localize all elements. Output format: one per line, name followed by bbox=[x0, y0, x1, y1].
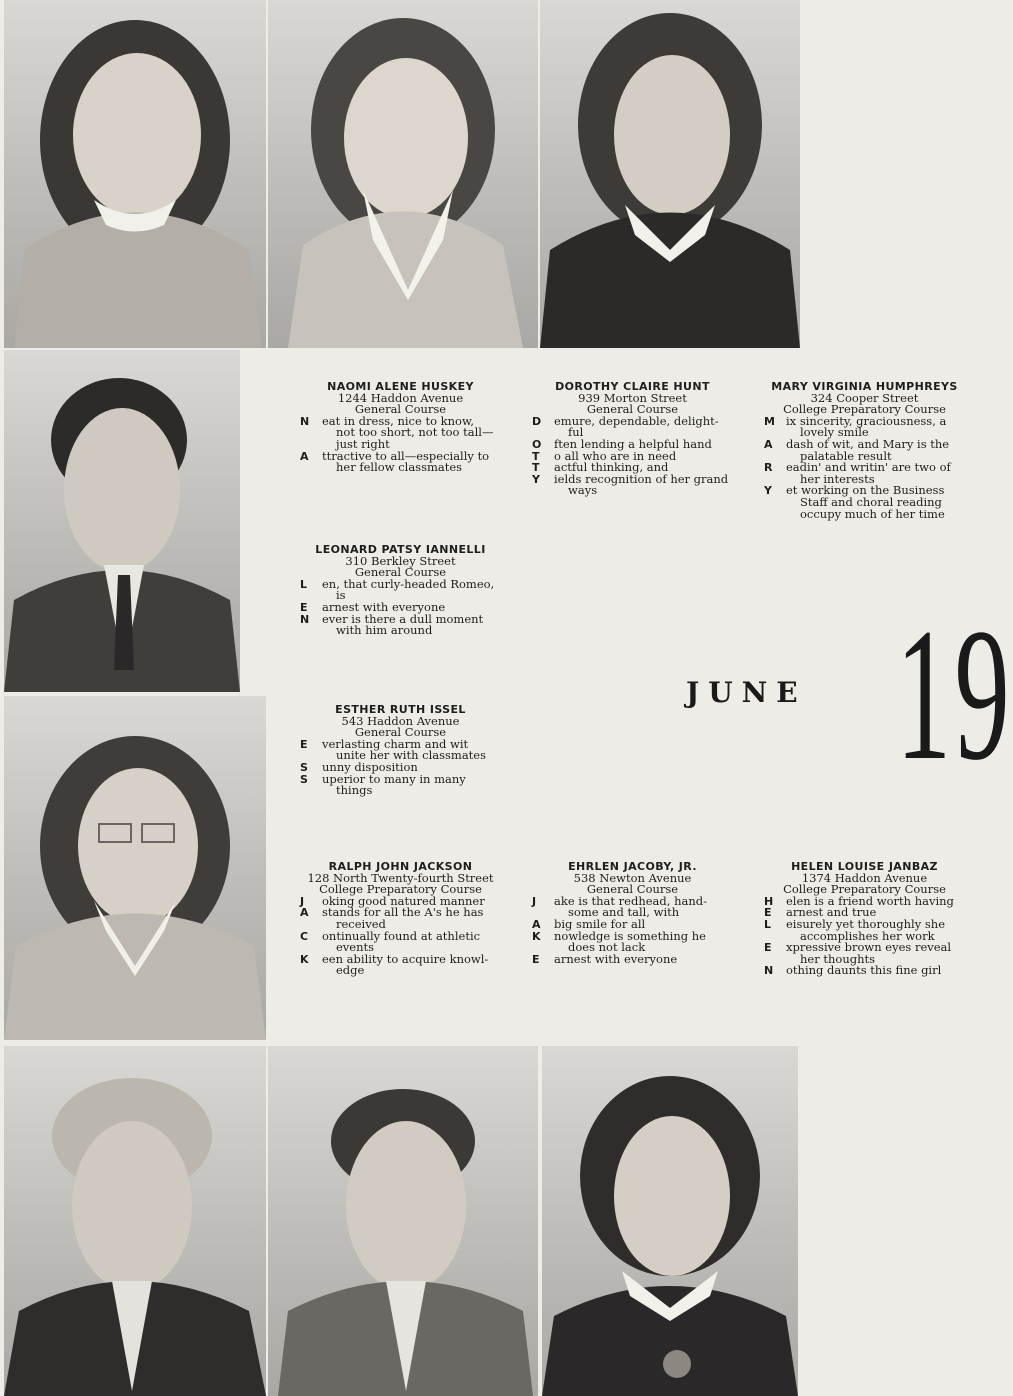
student-course: General Course bbox=[354, 402, 447, 417]
student-address: 939 Morton Street bbox=[578, 390, 687, 405]
portrait-photo-ehrlen-jacoby bbox=[268, 1046, 538, 1396]
student-address: 128 North Twenty-fourth Street bbox=[307, 870, 494, 885]
student-name: RALPH JOHN JACKSON bbox=[328, 860, 473, 873]
acrostic-line: A big smile for all bbox=[532, 916, 646, 931]
student-course: General Course bbox=[354, 565, 447, 580]
student-address: 543 Haddon Avenue bbox=[341, 713, 460, 728]
portrait-photo-naomi-huskey bbox=[4, 0, 266, 348]
portrait-photo-esther-issel bbox=[4, 696, 266, 1040]
acrostic-line: N eat in dress, nice to know, not too short, not too tall— just right bbox=[300, 413, 494, 451]
student-course: College Preparatory Course bbox=[319, 882, 482, 897]
acrostic-line: E arnest with everyone bbox=[300, 599, 446, 614]
acrostic-line: S unny disposition bbox=[300, 759, 418, 774]
acrostic-line: E arnest and true bbox=[764, 905, 877, 920]
entry-esther-issel bbox=[298, 704, 503, 797]
acrostic-line: L en, that curly-headed Romeo, is bbox=[300, 576, 495, 603]
acrostic-line: J ake is that redhead, hand- some and tall, with bbox=[532, 893, 708, 920]
student-address: 1374 Haddon Avenue bbox=[801, 870, 928, 885]
entry-leonard-iannelli bbox=[298, 544, 503, 637]
portrait-photo-helen-janbaz bbox=[542, 1046, 798, 1396]
portrait-photo-mary-humphreys bbox=[540, 0, 800, 348]
entry-ralph-jackson bbox=[298, 861, 503, 977]
entry-dorothy-hunt bbox=[530, 381, 735, 497]
student-address: 324 Cooper Street bbox=[810, 390, 919, 405]
student-address: 1244 Haddon Avenue bbox=[337, 390, 464, 405]
acrostic-line: T o all who are in need bbox=[532, 448, 677, 463]
portrait-photo-dorothy-hunt bbox=[268, 0, 538, 348]
entry-mary-humphreys bbox=[762, 381, 967, 520]
student-name: NAOMI ALENE HUSKEY bbox=[327, 380, 474, 393]
student-course: General Course bbox=[354, 725, 447, 740]
acrostic-line: J oking good natured manner bbox=[300, 893, 485, 908]
acrostic-line: Y ields recognition of her grand ways bbox=[532, 471, 729, 498]
entry-helen-janbaz bbox=[762, 861, 967, 977]
acrostic-line: Y et working on the Business Staff and choral reading occupy much of her time bbox=[764, 483, 945, 521]
acrostic-line: N ever is there a dull moment with him around bbox=[300, 611, 484, 638]
student-address: 310 Berkley Street bbox=[345, 553, 456, 568]
acrostic-line: S uperior to many in many things bbox=[300, 771, 466, 798]
acrostic-line: O ften lending a helpful hand bbox=[532, 436, 712, 451]
student-course: College Preparatory Course bbox=[783, 882, 946, 897]
acrostic-line: T actful thinking, and bbox=[532, 460, 669, 475]
year-heading: 19 bbox=[896, 590, 1013, 800]
entry-ehrlen-jacoby bbox=[530, 861, 735, 965]
acrostic-line: K een ability to acquire knowl- edge bbox=[300, 951, 489, 978]
acrostic-line: K nowledge is something he does not lack bbox=[532, 928, 706, 955]
acrostic-line: R eadin' and writin' are two of her interests bbox=[764, 460, 951, 486]
student-address: 538 Newton Avenue bbox=[573, 870, 692, 885]
acrostic-line: A dash of wit, and Mary is the palatable result bbox=[764, 436, 950, 463]
acrostic-line: E xpressive brown eyes reveal her thoughts bbox=[764, 940, 952, 966]
month-heading: JUNE bbox=[686, 676, 807, 709]
acrostic-line: L eisurely yet thoroughly she accomplishes her work bbox=[764, 916, 945, 943]
acrostic-line: H elen is a friend worth having bbox=[764, 893, 954, 908]
portrait-photo-ralph-jackson bbox=[4, 1046, 266, 1396]
student-course: General Course bbox=[586, 882, 679, 897]
student-name: DOROTHY CLAIRE HUNT bbox=[555, 380, 710, 393]
student-name: EHRLEN JACOBY, JR. bbox=[568, 860, 697, 873]
acrostic-line: E verlasting charm and wit unite her with classmates bbox=[300, 736, 487, 763]
student-course: General Course bbox=[586, 402, 679, 417]
acrostic-line: D emure, dependable, delight- ful bbox=[532, 413, 719, 440]
acrostic-line: M ix sincerity, graciousness, a lovely smile bbox=[764, 413, 947, 440]
acrostic-line: A stands for all the A's he has received bbox=[300, 905, 484, 931]
student-name: ESTHER RUTH ISSEL bbox=[335, 703, 466, 716]
student-name: LEONARD PATSY IANNELLI bbox=[315, 543, 486, 556]
portrait-photo-leonard-iannelli bbox=[4, 350, 240, 692]
student-name: MARY VIRGINIA HUMPHREYS bbox=[771, 380, 958, 393]
acrostic-line: A ttractive to all—especially to her fellow classmates bbox=[300, 448, 490, 475]
student-course: College Preparatory Course bbox=[783, 402, 946, 417]
acrostic-line: N othing daunts this fine girl bbox=[764, 963, 942, 978]
acrostic-line: C ontinually found at athletic events bbox=[300, 928, 481, 955]
acrostic-line: E arnest with everyone bbox=[532, 951, 678, 966]
student-name: HELEN LOUISE JANBAZ bbox=[791, 860, 938, 873]
entry-naomi-huskey bbox=[298, 381, 503, 474]
